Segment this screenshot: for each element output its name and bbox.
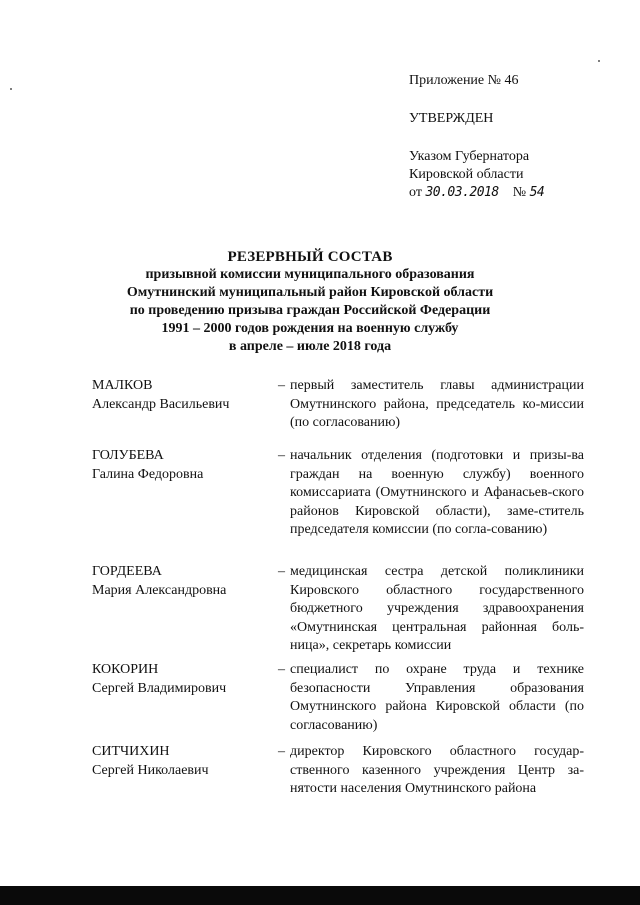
member-name <box>92 377 272 414</box>
title-line-6: в апреле – июле 2018 года <box>228 339 392 354</box>
date-prefix: от <box>409 185 422 200</box>
scan-speck <box>10 88 12 90</box>
member-name <box>92 563 272 600</box>
member-dash: – <box>278 378 285 393</box>
member-role: специалист по охране труда и технике безопасности Управления образования Омутнинского района Кировской области (по согласованию) <box>290 662 584 733</box>
decree-date-line <box>409 184 629 202</box>
member-given-name: Сергей Николаевич <box>92 762 209 778</box>
member-role: директор Кировского областного государ-ственного казенного учреждения Центр за-нятости населения Омутнинского района <box>290 744 584 796</box>
handwritten-date: 30.03.2018 <box>425 185 499 200</box>
approval-block <box>409 72 629 202</box>
approved-label: УТВЕРЖДЕН <box>409 111 494 126</box>
member-role: медицинская сестра детской поликлиники Кировского областного государственного бюджетного учреждения здравоохранения «Омутнинская центральная районная боль-ница», секретарь комиссии <box>290 564 584 653</box>
member-given-name: Александр Васильевич <box>92 396 230 412</box>
number-prefix: № <box>512 185 527 200</box>
member-given-name: Сергей Владимирович <box>92 680 227 696</box>
member-role: начальник отделения (подготовки и призы-ва граждан на военную службу) военного комиссариата (Омутнинского и Афанасьев-ского районов Кировской области), заме-ститель председателя комиссии (по согла-сованию) <box>290 448 584 537</box>
member-entry <box>92 563 584 661</box>
member-dash: – <box>278 448 285 463</box>
member-surname: СИТЧИХИН <box>92 744 170 759</box>
member-name <box>92 661 272 698</box>
document-title <box>120 248 500 356</box>
handwritten-number: 54 <box>529 185 545 200</box>
member-given-name: Мария Александровна <box>92 582 227 598</box>
scan-speck <box>598 60 600 62</box>
member-entry <box>92 661 584 743</box>
title-line-3: Омутнинский муниципальный район Кировской области <box>126 285 494 300</box>
member-surname: КОКОРИН <box>92 662 159 677</box>
title-line-1: РЕЗЕРВНЫЙ СОСТАВ <box>227 249 393 265</box>
member-dash: – <box>278 564 285 579</box>
member-dash: – <box>278 744 285 759</box>
member-entry <box>92 447 584 563</box>
decree-line-1: Указом Губернатора <box>409 149 530 164</box>
title-line-5: 1991 – 2000 годов рождения на военную службу <box>161 321 459 336</box>
member-name <box>92 743 272 780</box>
member-list <box>92 377 584 799</box>
member-given-name: Галина Федоровна <box>92 466 204 482</box>
member-surname: ГОЛУБЕВА <box>92 448 164 463</box>
title-line-2: призывной комиссии муниципального образования <box>145 267 475 282</box>
scan-edge-bar <box>0 886 640 905</box>
appendix-label: Приложение № 46 <box>409 73 519 88</box>
member-dash: – <box>278 662 285 677</box>
member-surname: ГОРДЕЕВА <box>92 564 162 579</box>
member-entry <box>92 377 584 447</box>
member-entry <box>92 743 584 799</box>
member-surname: МАЛКОВ <box>92 378 153 393</box>
title-line-4: по проведению призыва граждан Российской Федерации <box>129 303 491 318</box>
member-name <box>92 447 272 484</box>
decree-line-2: Кировской области <box>409 167 524 182</box>
member-role: первый заместитель главы администрации Омутнинского района, председатель ко-миссии (по согласованию) <box>290 378 584 430</box>
